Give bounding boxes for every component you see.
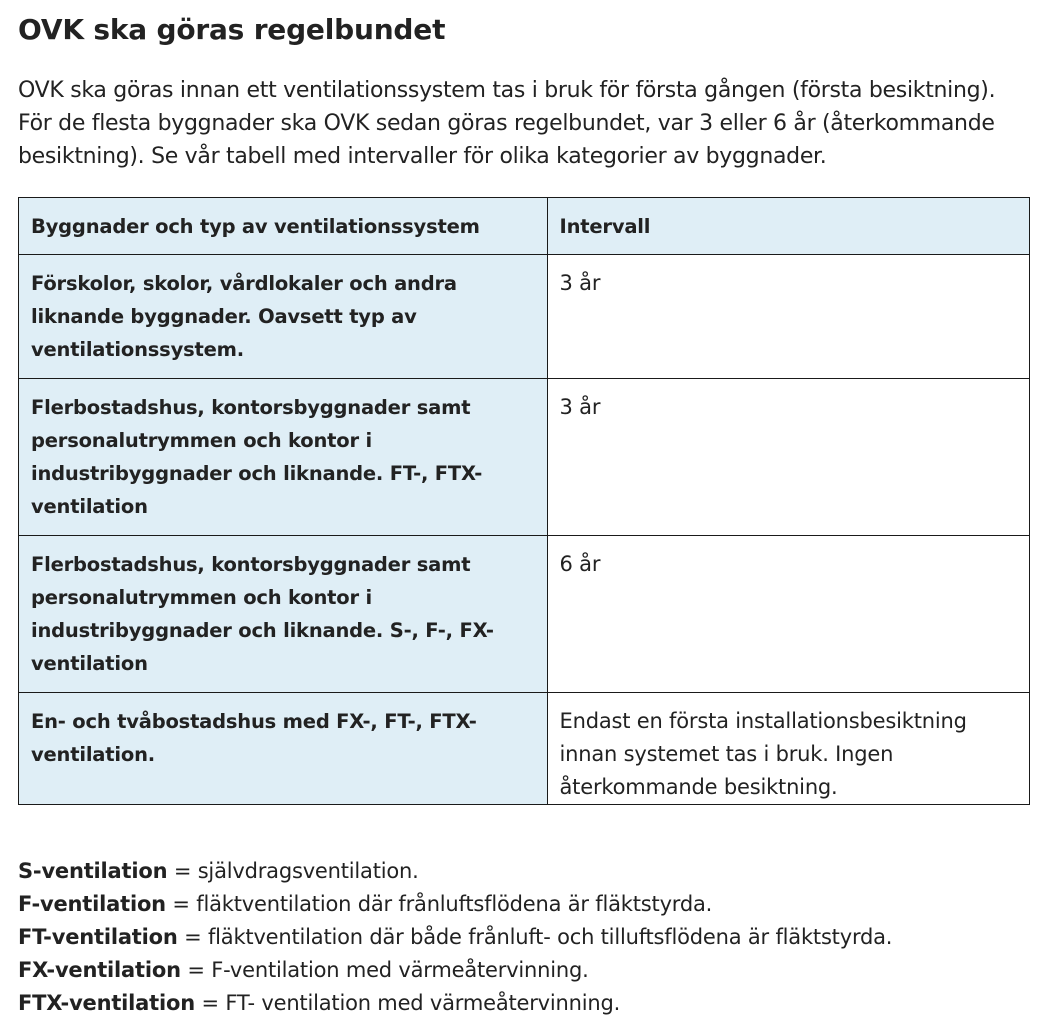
- definition-text: = självdragsventilation.: [167, 859, 419, 883]
- definition-item: [18, 954, 1031, 987]
- column-header-buildings: Byggnader och typ av ventilationssystem: [19, 198, 548, 255]
- row-interval-cell: Endast en första installationsbesiktning innan systemet tas i bruk. Ingen återkommande besiktning.: [547, 693, 1029, 805]
- intro-paragraph: OVK ska göras innan ett ventilationssystem tas i bruk för första gången (första besiktning). För de flesta byggnader ska OVK sedan göras regelbundet, var 3 eller 6 år (återkommande besiktning). Se vår tabell med intervaller för olika kategorier av byggnader.: [18, 78, 996, 169]
- row-interval-cell: 3 år: [547, 255, 1029, 379]
- definition-term: FTX-ventilation: [18, 991, 195, 1015]
- row-category-cell: Flerbostadshus, kontorsbyggnader samt personalutrymmen och kontor i industribyggnader och liknande. S-, F-, FX-ventilation: [19, 536, 548, 693]
- column-header-interval: Intervall: [547, 198, 1029, 255]
- page-title: OVK ska göras regelbundet: [18, 13, 446, 46]
- row-interval-cell: 3 år: [547, 379, 1029, 536]
- definition-term: F-ventilation: [18, 892, 166, 916]
- table-row: [19, 693, 1030, 805]
- row-category-cell: Förskolor, skolor, vårdlokaler och andra liknande byggnader. Oavsett typ av ventilationssystem.: [19, 255, 548, 379]
- definition-item: [18, 987, 1031, 1020]
- definition-text: = F-ventilation med värmeåtervinning.: [180, 958, 589, 982]
- interval-table: [18, 197, 1030, 805]
- row-category-cell: En- och tvåbostadshus med FX-, FT-, FTX-ventilation.: [19, 693, 548, 805]
- definition-item: [18, 921, 1031, 954]
- table-row: [19, 536, 1030, 693]
- row-interval-cell: 6 år: [547, 536, 1029, 693]
- definition-item: [18, 888, 1031, 921]
- row-category-cell: Flerbostadshus, kontorsbyggnader samt personalutrymmen och kontor i industribyggnader och liknande. FT-, FTX-ventilation: [19, 379, 548, 536]
- definition-text: = fläktventilation där frånluftsflödena är fläktstyrda.: [165, 892, 713, 916]
- definition-item: [18, 855, 1031, 888]
- definition-text: = fläktventilation där både frånluft- och tilluftsflödena är fläktstyrda.: [177, 925, 893, 949]
- table-header-row: [19, 198, 1030, 255]
- definition-term: S-ventilation: [18, 859, 168, 883]
- definitions-list: [18, 855, 1031, 1020]
- table-row: [19, 379, 1030, 536]
- definition-term: FT-ventilation: [18, 925, 178, 949]
- definition-text: = FT- ventilation med värmeåtervinning.: [194, 991, 621, 1015]
- table-row: [19, 255, 1030, 379]
- definition-term: FX-ventilation: [18, 958, 181, 982]
